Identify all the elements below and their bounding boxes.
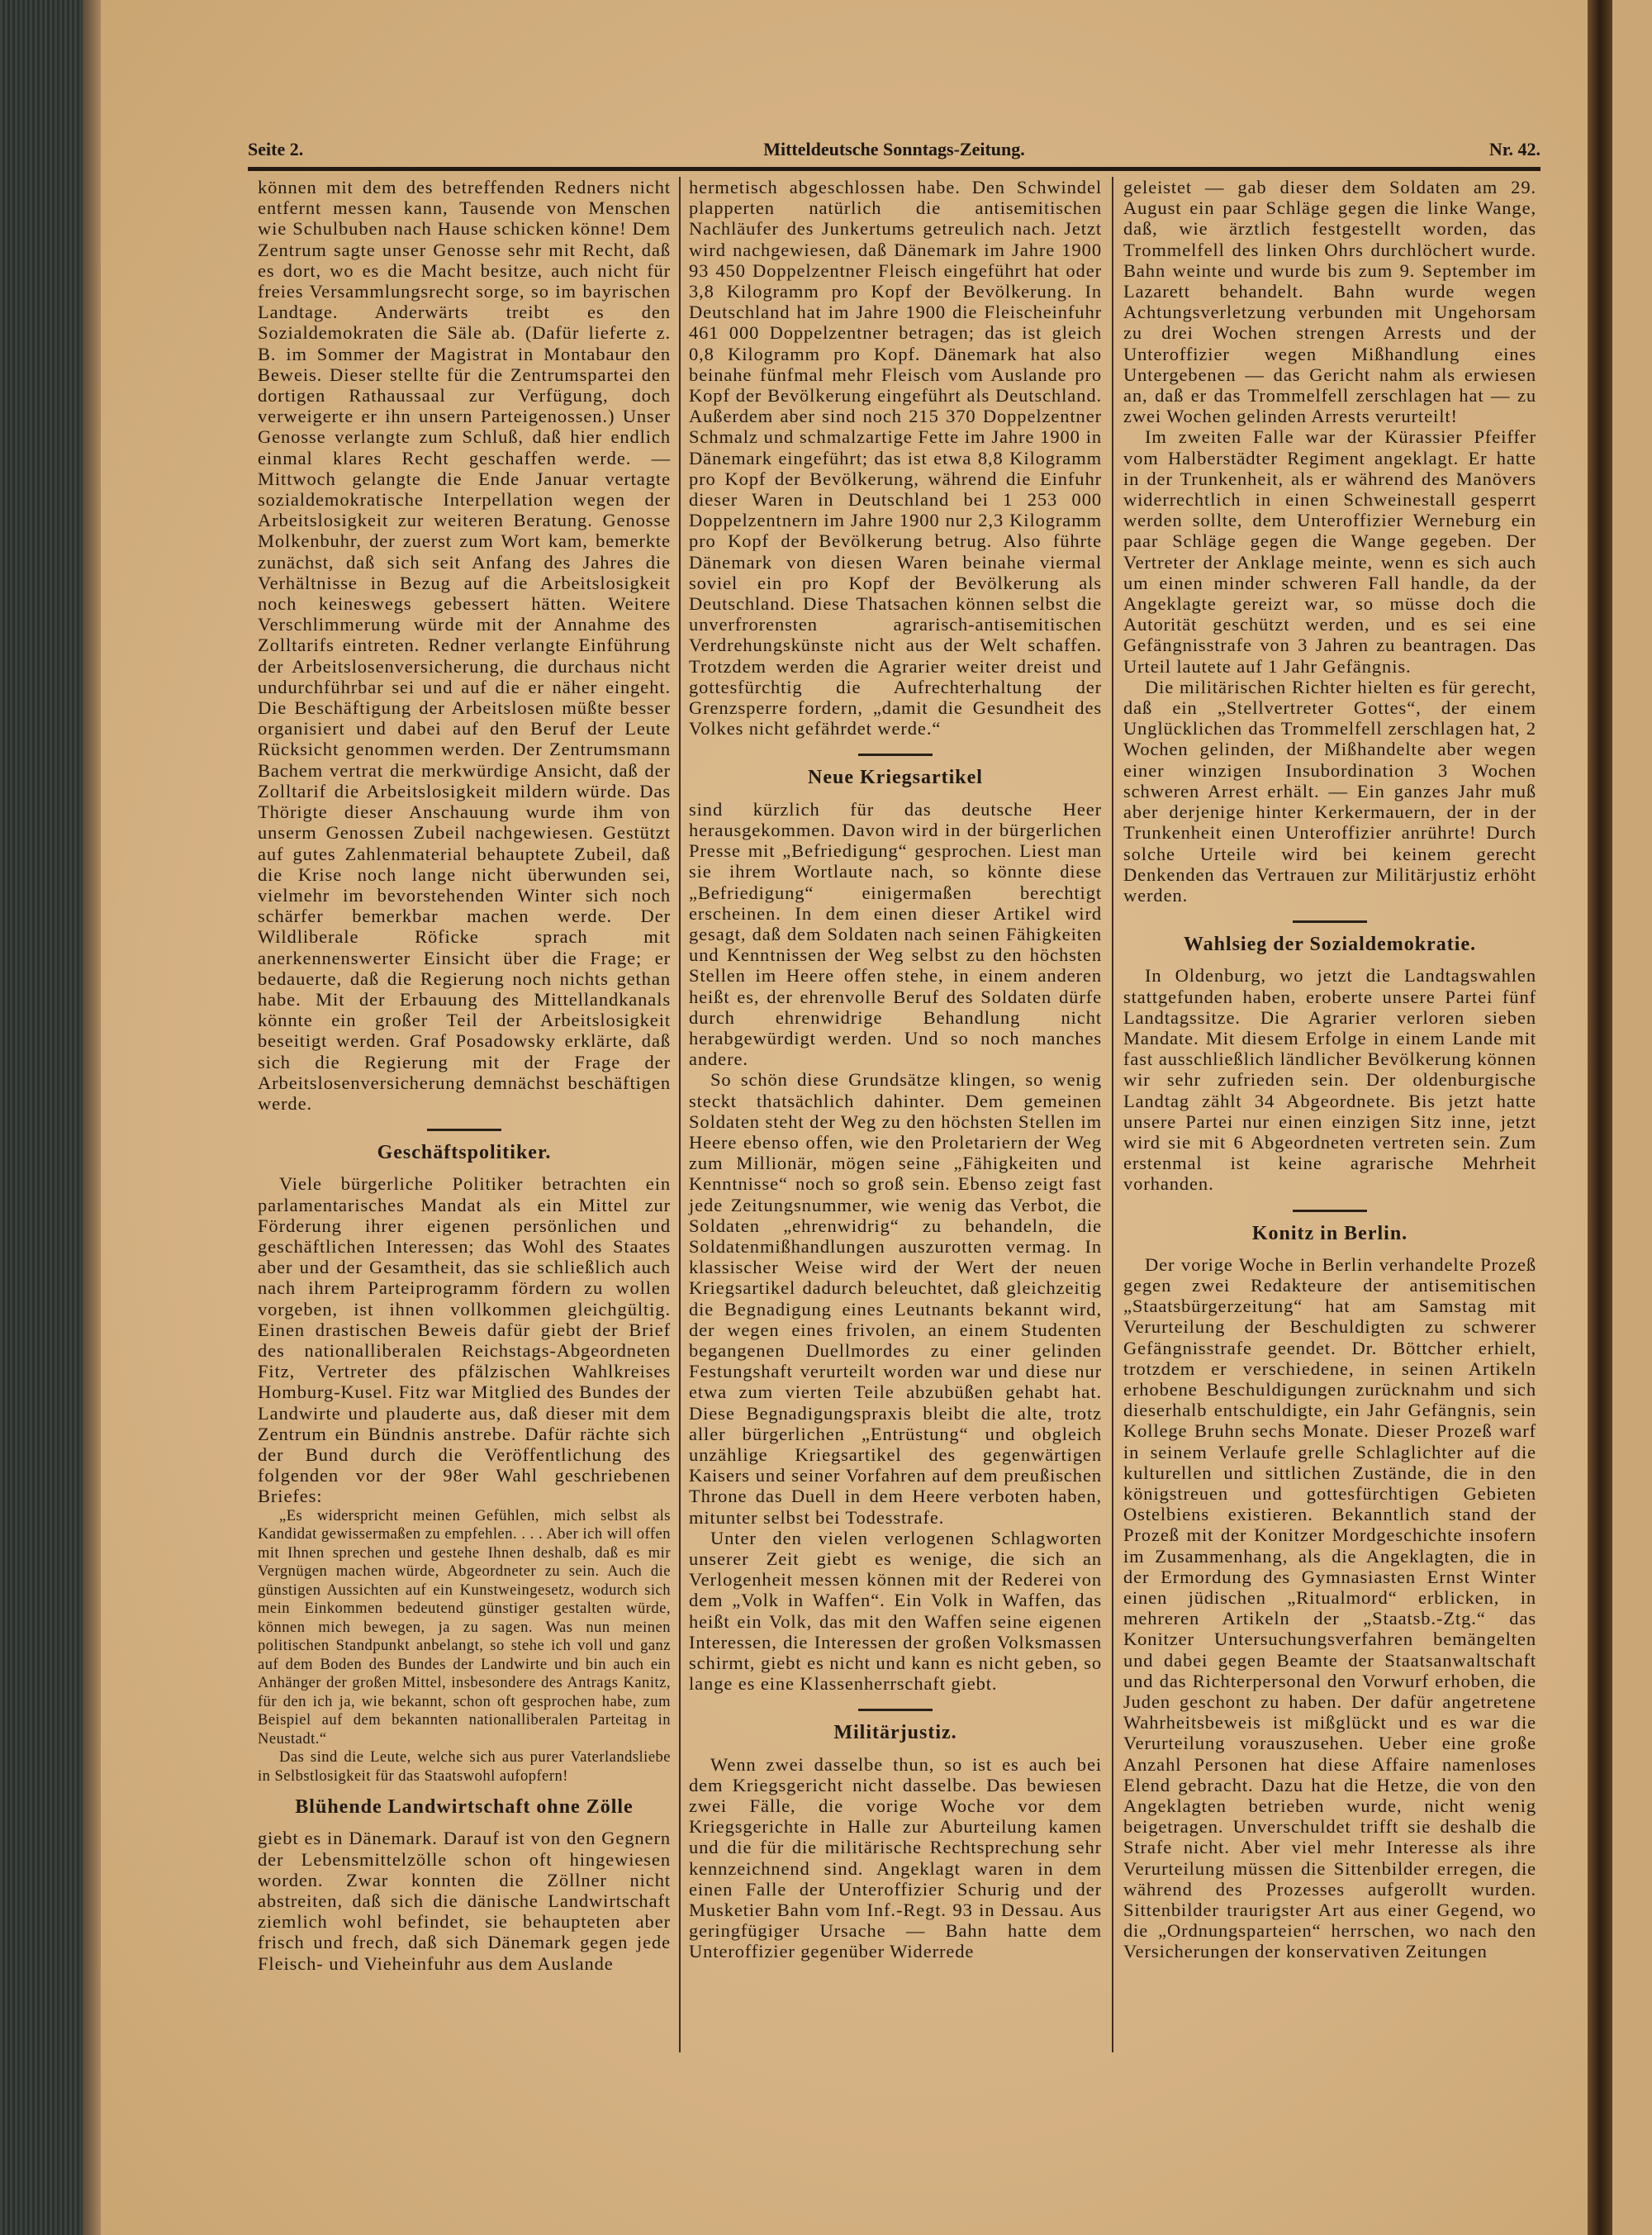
column-rule — [1112, 177, 1113, 2052]
divider — [858, 754, 933, 756]
paragraph: Die militärischen Richter hielten es für gerecht, daß ein „Stellvertreter Gottes“, der einem Unglücklichen das Trommelfell zerschlagen hat, 2 Wochen gelinden, der Mißhandelte aber wegen einer winzigen Insubordination 3 Wochen schweren Arrest erhält. — Ein ganzes Jahr muß aber derjenige hinter Kerkermauern, der in der Trunkenheit einen Unteroffizier anrührte! Durch solche Urteile wird bei keinem gerecht Denkenden das Vertrauen zur Militärjustiz erhöht werden. — [1123, 676, 1536, 906]
paragraph: Wenn zwei dasselbe thun, so ist es auch bei dem Kriegsgericht nicht dasselbe. Das bewiesen zwei Fälle, die vorige Woche vor dem Kriegsgerichte in Halle zur Aburteilung kamen und die für die militärische Rechtsprechung sehr kennzeichnend sind. Angeklagt waren in dem einen Falle der Unteroffizier Schurig und der Musketier Bahn vom Inf.-Regt. 93 in Dessau. Aus geringfügiger Ursache — Bahn hatte dem Unteroffizier gegenüber Widerrede — [689, 1753, 1102, 1962]
paragraph: Das sind die Leute, welche sich aus purer Vaterlandsliebe in Selbstlosigkeit für das Staatswohl aufopfern! — [258, 1749, 671, 1785]
paragraph: geleistet — gab dieser dem Soldaten am 29. August ein paar Schläge gegen die linke Wange, daß, wie ärztlich festgestellt worden, das Trommelfell des linken Ohrs durchlöchert wurde. Bahn weinte und wurde bis zum 9. September im Lazarett behandelt. Bahn wurde wegen Achtungsverletzung verbunden mit Ungehorsam zu drei Wochen strengen Arrests und der Unteroffizier wegen Mißhandlung eines Untergebenen — das Gericht nahm als erwiesen an, daß er das Trommelfell zerschlagen hat — zu zwei Wochen gelinden Arrests verurteilt! — [1123, 177, 1536, 427]
column-3 — [1123, 177, 1536, 1962]
article-heading: Wahlsieg der Sozialdemokratie. — [1183, 934, 1477, 956]
divider — [1293, 920, 1367, 923]
paragraph: giebt es in Dänemark. Darauf ist von den Gegnern der Lebensmittelzölle schon oft hingewiesen worden. Zwar konnten die Zöllner nicht abstreiten, daß sich die dänische Landwirtschaft ziemlich wohl befindet, sie behaupteten aber frisch und frech, daß sich Dänemark gegen jede Fleisch- und Vieheinfuhr aus dem Auslande — [258, 1828, 671, 1974]
page-header — [248, 139, 1540, 165]
paragraph: Der vorige Woche in Berlin verhandelte Prozeß gegen zwei Redakteure der antisemitischen „Staatsbürgerzeitung“ hat am Samstag mit Verurteilung der Beschuldigten zu schwerer Gefängnisstrafe geendet. Dr. Böttcher erhielt, trotzdem er verschiedene, in seinen Artikeln erhobene Beschuldigungen zurücknahm und sich dieserhalb entschuldigte, ein Jahr Gefängnis, sein Kollege Bruhn sechs Monate. Dieser Prozeß warf in seinem Verlaufe grelle Schlaglichter auf die kulturellen und sittlichen Zustände, die in den königstreuen und gottesfürchtigen Gebieten Ostelbiens existieren. Bekanntlich stand der Prozeß mit der Konitzer Mordgeschichte insofern im Zusammenhang, als die Angeklagten, die in der Ermordung des Gymnasiasten Ernst Winter einen jüdischen „Ritualmord“ erblicken, in mehreren Artikeln der „Staatsb.-Ztg.“ das Konitzer Untersuchungsverfahren bemängelten und dabei gegen Beamte der Staatsanwaltschaft und das Richterpersonal den Vorwurf erhoben, die Juden geschont zu haben. Der dafür angetretene Wahrheitsbeweis ist mißglückt und es war die Verurteilung vorauszusehen. Ueber eine große Anzahl Personen hat diese Affaire namenloses Elend gebracht. Dazu hat die Hetze, die von den Angeklagten betrieben wurde, nicht wenig beigetragen. Unverschuldet trifft sie deshalb die Strafe nicht. Aber viel mehr Interesse als ihre Verurteilung müssen die Sittenbilder erregen, die während des Prozesses aufgerollt wurden. Sittenbilder traurigster Art aus einer Gegend, wo die „Ordnungsparteien“ herrschen, wo nach den Versicherungen der konservativen Zeitungen — [1123, 1253, 1536, 1962]
article-heading: Konitz in Berlin. — [1251, 1222, 1408, 1244]
paragraph: Unter den vielen verlogenen Schlagworten unserer Zeit giebt es wenige, die sich an Verlogenheit messen können mit der Rederei von dem „Volk in Waffen“. Ein Volk in Waffen, das heißt ein Volk, das mit den Waffen seine eigenen Interessen, die Interessen der großen Volksmassen schirmt, giebt es nicht und kann es nicht geben, so lange es eine Klassenherrschaft giebt. — [689, 1527, 1102, 1695]
column-rule — [679, 177, 681, 2052]
header-rule — [248, 167, 1540, 171]
next-page-edge — [1612, 0, 1652, 2235]
paragraph: hermetisch abgeschlossen habe. Den Schwindel plapperten natürlich die antisemitischen Nachläufer des Junkertums getreulich nach. Jetzt wird nachgewiesen, daß Dänemark im Jahre 1900 93 450 Doppelzentner Fleisch eingeführt hat oder 3,8 Kilogramm pro Kopf der Bevölkerung. In Deutschland hat im Jahre 1900 die Fleischeinfuhr 461 000 Doppelzentner betragen; das ist gleich 0,8 Kilogramm pro Kopf. Dänemark hat also beinahe fünfmal mehr Fleisch vom Auslande pro Kopf der Bevölkerung eingeführt als Deutschland. Außerdem aber sind noch 215 370 Doppelzentner Schmalz und schmalzartige Fette im Jahre 1900 in Dänemark eingeführt; das ist etwa 8,8 Kilogramm pro Kopf der Bevölkerung, während die Einfuhr dieser Waren in Deutschland bei 1 253 000 Doppelzentnern im Jahre 1900 nur 2,3 Kilogramm pro Kopf der Bevölkerung betrug. Also führte Dänemark von diesen Waren beinahe viermal soviel ein pro Kopf der Bevölkerung als Deutschland. Diese Thatsachen können selbst die unverfrorensten agrarisch-antisemitischen Verdrehungskünste nicht aus der Welt schaffen. Trotzdem werden die Agrarier weiter dreist und gottesfürchtig die Aufrechterhaltung der Grenzsperre fordern, „damit die Gesundheit des Volkes nicht gefährdet werde.“ — [689, 177, 1102, 739]
page-edge — [83, 0, 101, 2235]
paragraph: Viele bürgerliche Politiker betrachten ein parlamentarisches Mandat als ein Mittel zur Förderung ihrer eigenen persönlichen und geschäftlichen Interessen; das Wohl des Staates aber und der Gesamtheit, das sie schließlich auch nach ihrem Parteiprogramm fördern zu wollen vorgeben, ist ihnen vollkommen gleichgültig. Einen drastischen Beweis dafür giebt der Brief des nationalliberalen Reichstags-Abgeordneten Fitz, Vertreter des pfälzischen Wahlkreises Homburg-Kusel. Fitz war Mitglied des Bundes der Landwirte und plauderte aus, daß dieser mit dem Zentrum ein Bündnis anstrebe. Dafür rächte sich der Bund durch die Veröffentlichung des folgenden vor der 98er Wahl geschriebenen Briefes: — [258, 1173, 671, 1507]
page-gutter — [1588, 0, 1612, 2235]
paragraph: können mit dem des betreffenden Redners nicht entfernt messen kann, Tausende von Menschen wie Schulbuben nach Hause schicken könne! Dem Zentrum sagte unser Genosse sehr mit Recht, daß es dort, wo es die Macht besitze, auch nicht für freies Versammlungsrecht sorge, so im bayrischen Landtage. Anderwärts treibt es den Sozialdemokraten die Säle ab. (Dafür lieferte z. B. im Sommer der Magistrat in Montabaur den Beweis. Dieser stellte für die Zentrumspartei den dortigen Rathaussaal zur Verfügung, doch verweigerte er ihn unsern Parteigenossen.) Unser Genosse verlangte zum Schluß, daß hier endlich einmal klares Recht geschaffen werde. — Mittwoch gelangte die Ende Januar vertagte sozialdemokratische Interpellation wegen der Arbeitslosigkeit zur weiteren Beratung. Genosse Molkenbuhr, der zuerst zum Wort kam, bemerkte zunächst, daß sich seit Anfang des Jahres die Verhältnisse in Bezug auf die Arbeitslosigkeit noch keineswegs gebessert hätten. Weitere Verschlimmerung würde mit der Annahme des Zolltarifs eintreten. Redner verlangte Einführung der Arbeitslosenversicherung, die durchaus nicht undurchführbar sei und auf die er näher eingeht. Die Beschäftigung der Arbeitslosen müßte besser organisiert und dabei auf den Beruf der Leute Rücksicht genommen werden. Der Zentrumsmann Bachem vertrat die merkwürdige Ansicht, daß der Zolltarif die Arbeitslosigkeit mildern würde. Das Thörigte dieser Anschauung wurde ihm von unserm Genossen Zubeil nachgewiesen. Gestützt auf gutes Zahlenmaterial behauptete Zubeil, daß die Krise noch lange nicht überwunden sei, vielmehr im bevorstehenden Winter sich noch schärfer bemerkbar machen werde. Der Wildliberale Röficke sprach mit anerkennenswerter Einsicht über die Frage; er bedauerte, daß die Regierung noch nichts gethan habe. Mit der Erbauung des Mittellandkanals könnte ein großer Teil der Arbeitslosigkeit beseitigt werden. Graf Posadowsky erklärte, daß sich die Regierung mit der Frage der Arbeitslosenversicherung demnächst beschäftigen werde. — [258, 177, 671, 1114]
page-number: Seite 2. — [248, 139, 304, 159]
article-heading: Neue Kriegsartikel — [808, 767, 983, 789]
article-heading: Militärjustiz. — [833, 1722, 957, 1744]
paragraph: sind kürzlich für das deutsche Heer herausgekommen. Davon wird in der bürgerlichen Presse mit „Befriedigung“ gesprochen. Liest man sie ihrem Wortlaute nach, so könnte diese „Befriedigung“ einigermaßen berechtigt erscheinen. In dem einen dieser Artikel wird gesagt, daß dem Soldaten nach seinen Fähigkeiten und Kenntnissen der Weg selbst zu den höchsten Stellen im Heere offen stehe, in einem anderen heißt es, der ehrenvolle Beruf des Soldaten dürfe durch ehrenwidrige Behandlung nicht herabgewürdigt werden. Und so noch manches andere. — [689, 798, 1102, 1070]
column-1 — [258, 177, 671, 1974]
article-heading: Blühende Landwirtschaft ohne Zölle — [295, 1796, 634, 1819]
quoted-letter: „Es widerspricht meinen Gefühlen, mich selbst als Kandidat gewissermaßen zu empfehlen. . . . Aber ich will offen mit Ihnen sprechen und gestehe Ihnen deshalb, daß es mir Vergnügen machen würde, Abgeordneter zu sein. Auch die günstigen Aussichten auf ein Kunstweingesetz, wodurch sich mein Einkommen bedeutend günstiger gestalten würde, können mich bewegen, ja zu sagen. Was nun meinen politischen Standpunkt anbelangt, so stehe ich voll und ganz auf dem Boden des Bundes der Landwirte und bin auch ein Anhänger der großen Mittel, insbesondere des Antrags Kanitz, für den ich ja, wie bekannt, schon oft gesprochen habe, zum Beispiel auf dem bekannten nationalliberalen Parteitag in Neustadt.“ — [258, 1507, 671, 1748]
article-heading: Geschäftspolitiker. — [377, 1142, 552, 1164]
newspaper-title: Mitteldeutsche Sonntags-Zeitung. — [763, 139, 1025, 159]
issue-number: Nr. 42. — [1488, 139, 1540, 159]
divider — [1293, 1210, 1367, 1212]
paragraph: So schön diese Grundsätze klingen, so wenig steckt thatsächlich dahinter. Dem gemeinen Soldaten steht der Weg zu den höchsten Stellen im Heere ebenso offen, wie den Proletariern der Weg zum Millionär, mögen seine „Fähigkeiten und Kenntnisse“ noch so groß sein. Ebenso zeigt fast jede Zeitungsnummer, wie wenig das Verbot, die Soldaten „ehrenwidrig“ zu behandeln, die Soldatenmißhandlungen auszurotten vermag. In klassischer Weise wird der Wert der neuen Kriegsartikel dadurch beleuchtet, daß gleichzeitig die Begnadigung eines Leutnants bekannt wird, der wegen eines frivolen, an einem Studenten begangenen Duellmordes zu einer gelinden Festungshaft verurteilt worden war und diese nur etwa zum vierten Teile abzubüßen gehabt hat. Diese Begnadigungspraxis bleibt die alte, trotz aller bürgerlichen „Entrüstung“ und obgleich unzählige Kriegsartikel des gegenwärtigen Kaisers und seiner Vorfahren auf dem preußischen Throne das Duell in dem Heere verboten haben, mitunter selbst bei Todesstrafe. — [689, 1069, 1102, 1528]
divider — [858, 1709, 933, 1711]
divider — [427, 1129, 501, 1131]
paragraph: Im zweiten Falle war der Kürassier Pfeiffer vom Halberstädter Regiment angeklagt. Er hatte in der Trunkenheit, als er während des Manövers widerrechtlich in einen Schweinestall gesperrt werden sollte, dem Unteroffizier Werneburg ein paar Schläge gegen die Wange gegeben. Der Vertreter der Anklage meinte, wenn es sich auch um einen minder schweren Fall handle, da der Angeklagte gereizt war, so müsse doch die Autorität geschützt werden, und es sei eine Gefängnisstrafe von 3 Jahren zu beantragen. Das Urteil lautete auf 1 Jahr Gefängnis. — [1123, 426, 1536, 677]
paragraph: In Oldenburg, wo jetzt die Landtagswahlen stattgefunden haben, eroberte unsere Partei fünf Landtagssitze. Die Agrarier verloren sieben Mandate. Mit diesem Erfolge in einem Lande mit fast ausschließlich ländlicher Bevölkerung können wir sehr zufrieden sein. Der oldenburgische Landtag zählt 34 Abgeordnete. Bis jetzt hatte unsere Partei nur einen einzigen Sitz inne, jetzt wird sie mit 6 Abgeordneten vertreten sein. Zum erstenmal ist keine agrarische Mehrheit vorhanden. — [1123, 965, 1536, 1195]
column-2 — [689, 177, 1102, 1962]
